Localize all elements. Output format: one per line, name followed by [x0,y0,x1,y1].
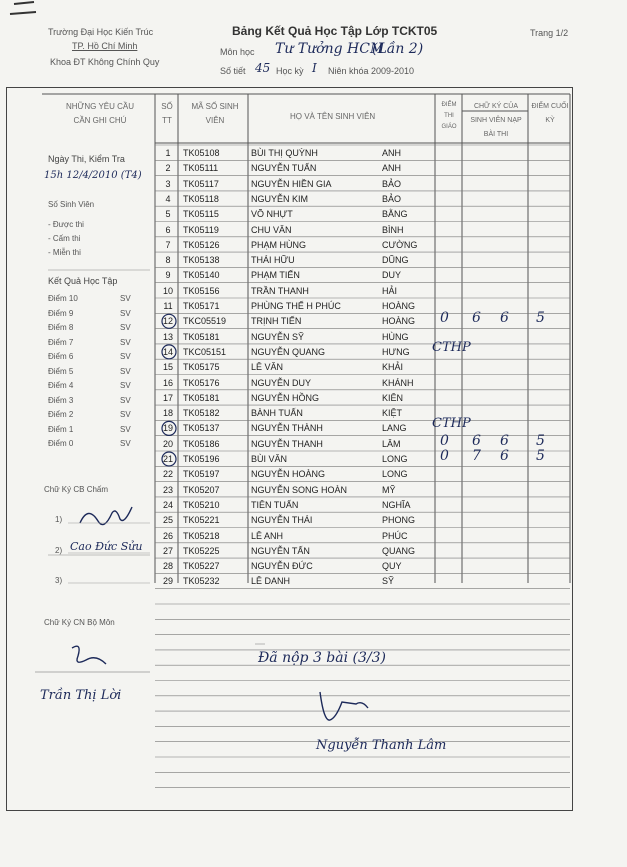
student-name: BÀNH TUẤN [251,408,303,419]
student-name: NGUYỄN ĐỨC [251,561,313,572]
handwritten-score: 0 [440,448,449,464]
student-stt: 1 [165,148,171,158]
student-code: TK05126 [183,239,220,250]
student-stt: 8 [165,255,171,266]
student-code: TK05225 [183,545,220,556]
handwritten-score: 7 [472,448,481,464]
column-header-exam-score: ĐIỂM THI GIÁO [441,102,457,130]
student-code: TK05182 [183,408,220,419]
student-code: TK05218 [183,530,220,541]
student-stt: 25 [162,515,173,526]
student-code: TK05115 [183,209,219,220]
student-name: PHẠM TIẾN [251,270,300,281]
student-name: LÊ ANH [251,530,284,541]
student-given-name: DUY [382,270,402,281]
student-given-name: MỸ [382,484,396,495]
student-given-name: BẰNG [382,209,408,220]
student-stt: 27 [162,545,173,556]
student-name: NGUYỄN SỸ [251,331,305,342]
handwritten-score: 5 [536,432,545,449]
student-name: NGUYỄN KIM [251,193,309,204]
grade-line-label: Điểm 4 [48,381,74,390]
student-code: TK05227 [183,561,220,572]
student-name: TRẦN THANH [251,285,309,296]
exam-date-value: 15h 12/4/2010 (T4) [44,170,142,181]
grade-line-label: Điểm 7 [48,337,74,347]
student-stt: 24 [162,499,173,510]
student-name: LÊ DANH [251,576,291,587]
subject-label: Môn học [220,47,255,57]
student-stt: 22 [162,469,173,480]
student-name: NGUYỄN THÀNH [251,423,323,434]
student-stt: 16 [162,377,173,388]
handwritten-score: 6 [500,310,509,327]
page-title: Bảng Kết Quả Học Tập Lớp TCKT05 [232,24,438,38]
student-stt: 10 [162,285,173,296]
student-name: NGUYỄN DUY [251,377,312,388]
student-stt: 5 [165,209,171,220]
school-name: Trường Đại Học Kiến Trúc [48,27,154,37]
signer-name: Nguyễn Thanh Lâm [316,738,447,753]
department-head-name: Trần Thị Lời [40,688,122,703]
student-code: TK05118 [183,193,219,204]
student-given-name: KHẢI [382,362,404,373]
student-name: NGUYỄN SONG HOÀN [251,484,348,495]
student-given-name: LÂM [382,438,401,449]
column-header-final-score: ĐIỂM CUỐI KỲ [531,103,569,124]
student-given-name: LONG [382,469,408,480]
student-code: TKC05151 [183,346,227,357]
handwritten-score: 6 [472,432,481,449]
student-given-name: HƯNG [382,346,410,357]
student-code: TK05221 [183,515,220,526]
handwritten-note: CTHP [432,339,471,355]
student-name: BÙI THỊ QUỲNH [251,148,318,158]
student-stt: 14 [162,346,173,357]
grade-line-sv: SV [120,366,131,376]
student-name: PHÙNG THẾ H PHÚC [251,301,341,311]
graders-label: Chữ Ký CB Chấm [44,485,109,494]
student-name: CHU VĂN [251,224,292,235]
grade-line-label: Điểm 8 [48,323,74,332]
student-name: BÙI VĂN [251,454,288,464]
grade-line-label: Điểm 1 [48,424,74,434]
student-stt: 21 [162,454,173,464]
student-code: TK05108 [183,148,220,158]
semester-value: I [312,61,317,75]
student-given-name: NGHĨA [382,499,411,510]
student-name: NGUYỄN TUẤN [251,163,317,174]
semester-label: Học kỳ [276,66,304,76]
grade-line-sv: SV [120,424,131,434]
student-stt: 11 [163,301,173,311]
students-count-label: Số Sinh Viên [48,200,95,209]
handwritten-score: 5 [536,448,545,464]
attempt-note: (Lần 2) [372,41,424,57]
student-code: TK05210 [183,499,220,510]
student-name: VÕ NHỰT [251,209,293,220]
student-stt: 2 [165,163,171,174]
student-name: NGUYỄN HOÀNG [251,469,326,480]
column-header-stt: SỐ TT [161,102,173,125]
grade-line-label: Điểm 5 [48,366,74,376]
student-given-name: QUANG [382,545,416,556]
student-code: TK05156 [183,285,220,296]
student-code: TK05181 [183,331,220,342]
grade-line-label: Điểm 2 [48,410,74,419]
student-code: TK05140 [183,270,220,281]
student-stt: 4 [165,193,171,204]
student-code: TK05175 [183,362,220,373]
student-given-name: CƯỜNG [382,239,418,250]
column-header-student-code: MÃ SỐ SINH VIÊN [191,102,239,125]
student-given-name: BÌNH [382,224,404,235]
student-given-name: QUY [382,561,402,572]
column-header-notes: NHỮNG YÊU CẦU CẦN GHI CHÚ [65,102,135,125]
exempt-line: - Miễn thi [48,248,81,257]
student-stt: 13 [162,331,173,342]
footer-note: Đã nộp 3 bài (3/3) [258,650,387,666]
academic-year: Niên khóa 2009-2010 [328,66,415,76]
grade-line-sv: SV [120,308,131,318]
grade-line-label: Điểm 6 [48,352,74,361]
faculty-name: Khoa ĐT Không Chính Quy [50,57,160,67]
student-stt: 19 [162,423,173,434]
student-given-name: KIỆT [382,408,403,419]
column-header-signature: CHỮ KÝ CỦA SINH VIÊN NẠP BÀI THI [470,103,522,138]
student-name: NGUYỄN THÁI [251,515,313,526]
periods-label: Số tiết [220,66,246,76]
student-stt: 15 [162,362,173,373]
student-code: TK05111 [183,163,219,174]
allowed-line: - Được thi [48,220,84,229]
student-name: NGUYỄN HIỀN GIA [251,178,332,189]
student-code: TK05176 [183,377,220,388]
student-name: TRỊNH TIẾN [251,316,302,327]
student-given-name: HẢI [382,285,398,296]
student-given-name: HOÀNG [382,316,416,327]
student-given-name: PHÚC [382,530,408,541]
student-given-name: SỸ [382,576,395,587]
grade-line-label: Điểm 3 [48,395,74,405]
student-given-name: BẢO [382,178,402,189]
student-code: TK05117 [183,178,219,189]
grade-line-sv: SV [120,439,131,448]
grade-line-sv: SV [120,395,131,405]
student-name: NGUYỄN HỒNG [251,392,320,403]
student-code: TK05196 [183,454,220,464]
student-name: LÊ VĂN [251,362,284,373]
student-stt: 12 [162,316,173,327]
student-code: TK05197 [183,469,220,480]
student-stt: 26 [162,530,173,541]
student-stt: 17 [162,392,173,403]
student-given-name: LANG [382,423,407,434]
student-name: NGUYỄN THANH [251,438,323,449]
grade-line-sv: SV [120,381,131,390]
student-name: PHẠM HÙNG [251,239,307,250]
grade-line-sv: SV [120,323,131,332]
handwritten-score: 6 [500,432,509,449]
grade-line-sv: SV [120,337,131,347]
student-given-name: HOÀNG [382,301,416,311]
department-head-label: Chữ Ký CN Bộ Môn [44,618,115,627]
grade-line-label: Điểm 10 [48,294,78,303]
student-code: TK05137 [183,423,220,434]
student-given-name: KHÁNH [382,377,414,388]
exam-date-label: Ngày Thi, Kiểm Tra [48,154,125,164]
student-name: THÁI HỮU [251,255,295,266]
handwritten-score: 5 [536,310,545,327]
student-stt: 18 [162,408,173,419]
results-label: Kết Quả Học Tập [48,276,118,286]
student-name: NGUYỄN QUANG [251,346,326,357]
grade-line-sv: SV [120,410,131,419]
student-code: TK05207 [183,484,220,495]
student-given-name: ANH [382,148,402,158]
student-given-name: KIÊN [382,392,404,403]
handwritten-note: CTHP [432,416,471,432]
subject-value: Tư Tưởng HCM [275,41,385,57]
periods-value: 45 [255,61,271,75]
student-stt: 7 [165,239,171,250]
student-stt: 3 [165,178,171,189]
banned-line: - Cấm thi [48,234,81,243]
school-city: TP. Hồ Chí Minh [72,41,138,51]
student-stt: 9 [165,270,171,281]
handwritten-score: 0 [440,310,449,327]
handwritten-score: 6 [500,448,509,464]
grade-line-sv: SV [120,352,131,361]
student-code: TK05181 [183,392,220,403]
student-given-name: PHONG [382,515,416,526]
column-header-student-name: HỌ VÀ TÊN SINH VIÊN [290,112,376,121]
student-given-name: HÙNG [382,331,409,342]
student-code: TK05171 [183,301,220,311]
student-stt: 29 [162,576,173,587]
handwritten-score: 6 [472,310,481,327]
student-given-name: DŨNG [382,255,409,266]
student-stt: 28 [162,561,173,572]
student-code: TK05232 [183,576,220,587]
student-code: TK05119 [183,224,219,235]
page-number: Trang 1/2 [530,28,569,38]
student-given-name: ANH [382,163,402,174]
student-code: TKC05519 [183,316,227,327]
student-stt: 23 [162,484,173,495]
student-given-name: LONG [382,454,408,464]
student-stt: 6 [165,224,171,235]
grade-line-sv: SV [120,294,131,303]
student-code: TK05138 [183,255,220,266]
student-code: TK05186 [183,438,220,449]
student-stt: 20 [162,438,173,449]
student-name: NGUYỄN TẤN [251,545,310,556]
grade-line-label: Điểm 9 [48,308,74,318]
handwritten-score: 0 [440,432,449,449]
grader-line-1: 1) [55,515,63,524]
student-given-name: BẢO [382,193,402,204]
grade-line-label: Điểm 0 [48,439,74,448]
grader-2-name: Cao Đức Sửu [70,540,143,553]
grader-line-3: 3) [55,576,63,585]
student-name: TIÊN TUẤN [251,499,299,510]
grader-line-2: 2) [55,546,63,555]
